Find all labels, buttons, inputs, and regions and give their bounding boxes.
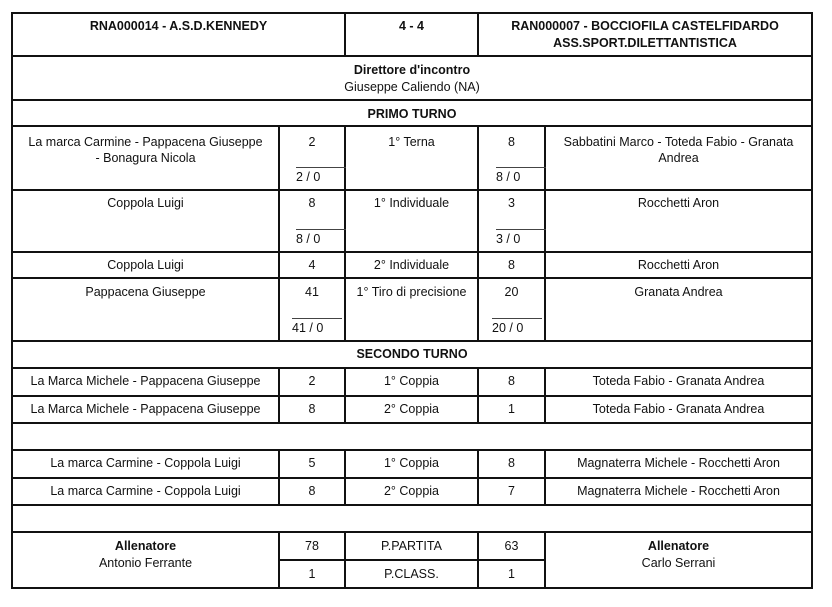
home-subscore: 41 / 0 xyxy=(292,321,324,335)
home-players: Coppola Luigi xyxy=(107,196,184,210)
away-team-name-line2: ASS.SPORT.DILETTANTISTICA xyxy=(553,36,737,50)
home-score: 2 xyxy=(308,135,316,149)
home-coach-label: Allenatore xyxy=(114,539,177,553)
row-divider xyxy=(11,99,813,101)
away-subscore: 20 / 0 xyxy=(492,321,524,335)
row-divider xyxy=(11,277,813,279)
home-subscore: 2 / 0 xyxy=(296,170,321,184)
section-title-secondo-turno: SECONDO TURNO xyxy=(356,347,468,361)
event-name: 2° Coppia xyxy=(383,402,440,416)
home-players: Pappacena Giuseppe xyxy=(85,285,206,299)
home-coach-name: Antonio Ferrante xyxy=(98,556,193,570)
subscore-line xyxy=(492,318,542,319)
home-score: 8 xyxy=(308,196,316,210)
event-name: 2° Coppia xyxy=(383,484,440,498)
away-players: Toteda Fabio - Granata Andrea xyxy=(592,402,765,416)
home-players: La marca Carmine - Coppola Luigi xyxy=(50,484,241,498)
away-players: Toteda Fabio - Granata Andrea xyxy=(592,374,765,388)
home-players: La Marca Michele - Pappacena Giuseppe xyxy=(30,402,261,416)
director-label: Direttore d'incontro xyxy=(353,63,471,77)
row-divider xyxy=(11,251,813,253)
away-score: 8 xyxy=(508,135,515,149)
away-subscore: 3 / 0 xyxy=(496,232,521,246)
row-divider xyxy=(11,340,813,342)
home-score: 5 xyxy=(308,456,316,470)
away-score: 8 xyxy=(508,258,515,272)
away-players: Rocchetti Aron xyxy=(637,258,720,272)
away-players: Andrea xyxy=(658,151,699,165)
row-divider xyxy=(11,449,813,451)
subscore-line xyxy=(496,167,546,168)
director-name: Giuseppe Caliendo (NA) xyxy=(344,80,480,94)
col-divider xyxy=(278,125,280,341)
away-players: Magnaterra Michele - Rocchetti Aron xyxy=(577,484,780,498)
away-score: 7 xyxy=(508,484,515,498)
away-players: Magnaterra Michele - Rocchetti Aron xyxy=(577,456,780,470)
row-divider xyxy=(11,189,813,191)
home-score: 2 xyxy=(308,374,316,388)
away-score: 8 xyxy=(508,374,515,388)
event-name: 1° Coppia xyxy=(383,374,440,388)
home-score: 41 xyxy=(305,285,319,299)
event-name: 1° Tiro di precisione xyxy=(356,285,467,299)
home-players: La Marca Michele - Pappacena Giuseppe xyxy=(30,374,261,388)
col-divider xyxy=(477,125,479,341)
subscore-line xyxy=(292,318,342,319)
event-name: 1° Coppia xyxy=(383,456,440,470)
col-divider xyxy=(344,125,346,341)
row-divider xyxy=(11,55,813,57)
home-score: 4 xyxy=(308,258,316,272)
subscore-line xyxy=(296,229,346,230)
away-subscore: 8 / 0 xyxy=(496,170,521,184)
subscore-line xyxy=(496,229,546,230)
row-divider xyxy=(11,477,813,479)
away-coach-label: Allenatore xyxy=(647,539,710,553)
class-label: P.CLASS. xyxy=(384,567,439,581)
event-name: 1° Terna xyxy=(388,135,435,149)
row-divider xyxy=(11,531,813,533)
away-score: 8 xyxy=(508,456,515,470)
home-players: La marca Carmine - Pappacena Giuseppe xyxy=(28,135,263,149)
row-divider xyxy=(278,559,546,561)
row-divider xyxy=(11,395,813,397)
home-players: La marca Carmine - Coppola Luigi xyxy=(50,456,241,470)
home-players: Coppola Luigi xyxy=(107,258,184,272)
section-title-primo-turno: PRIMO TURNO xyxy=(367,107,457,121)
row-divider xyxy=(11,504,813,506)
subscore-line xyxy=(296,167,346,168)
away-players: Sabbatini Marco - Toteda Fabio - Granata xyxy=(563,135,794,149)
home-team-name: RNA000014 - A.S.D.KENNEDY xyxy=(89,19,268,33)
away-score: 3 xyxy=(508,196,515,210)
row-divider xyxy=(11,367,813,369)
partita-home: 78 xyxy=(305,539,319,553)
away-team-name-line1: RAN000007 - BOCCIOFILA CASTELFIDARDO xyxy=(511,19,779,33)
away-coach-name: Carlo Serrani xyxy=(641,556,716,570)
class-away: 1 xyxy=(508,567,515,581)
home-score: 8 xyxy=(308,484,316,498)
match-score: 4 - 4 xyxy=(398,19,424,33)
event-name: 2° Individuale xyxy=(373,258,450,272)
row-divider xyxy=(11,125,813,127)
partita-label: P.PARTITA xyxy=(381,539,442,553)
event-name: 1° Individuale xyxy=(373,196,450,210)
class-home: 1 xyxy=(308,567,316,581)
away-score: 20 xyxy=(504,285,519,299)
home-score: 8 xyxy=(308,402,316,416)
home-players: - Bonagura Nicola xyxy=(95,151,196,165)
row-divider xyxy=(11,422,813,424)
home-subscore: 8 / 0 xyxy=(296,232,321,246)
partita-away: 63 xyxy=(504,539,519,553)
away-players: Rocchetti Aron xyxy=(637,196,720,210)
away-score: 1 xyxy=(508,402,515,416)
away-players: Granata Andrea xyxy=(634,285,723,299)
